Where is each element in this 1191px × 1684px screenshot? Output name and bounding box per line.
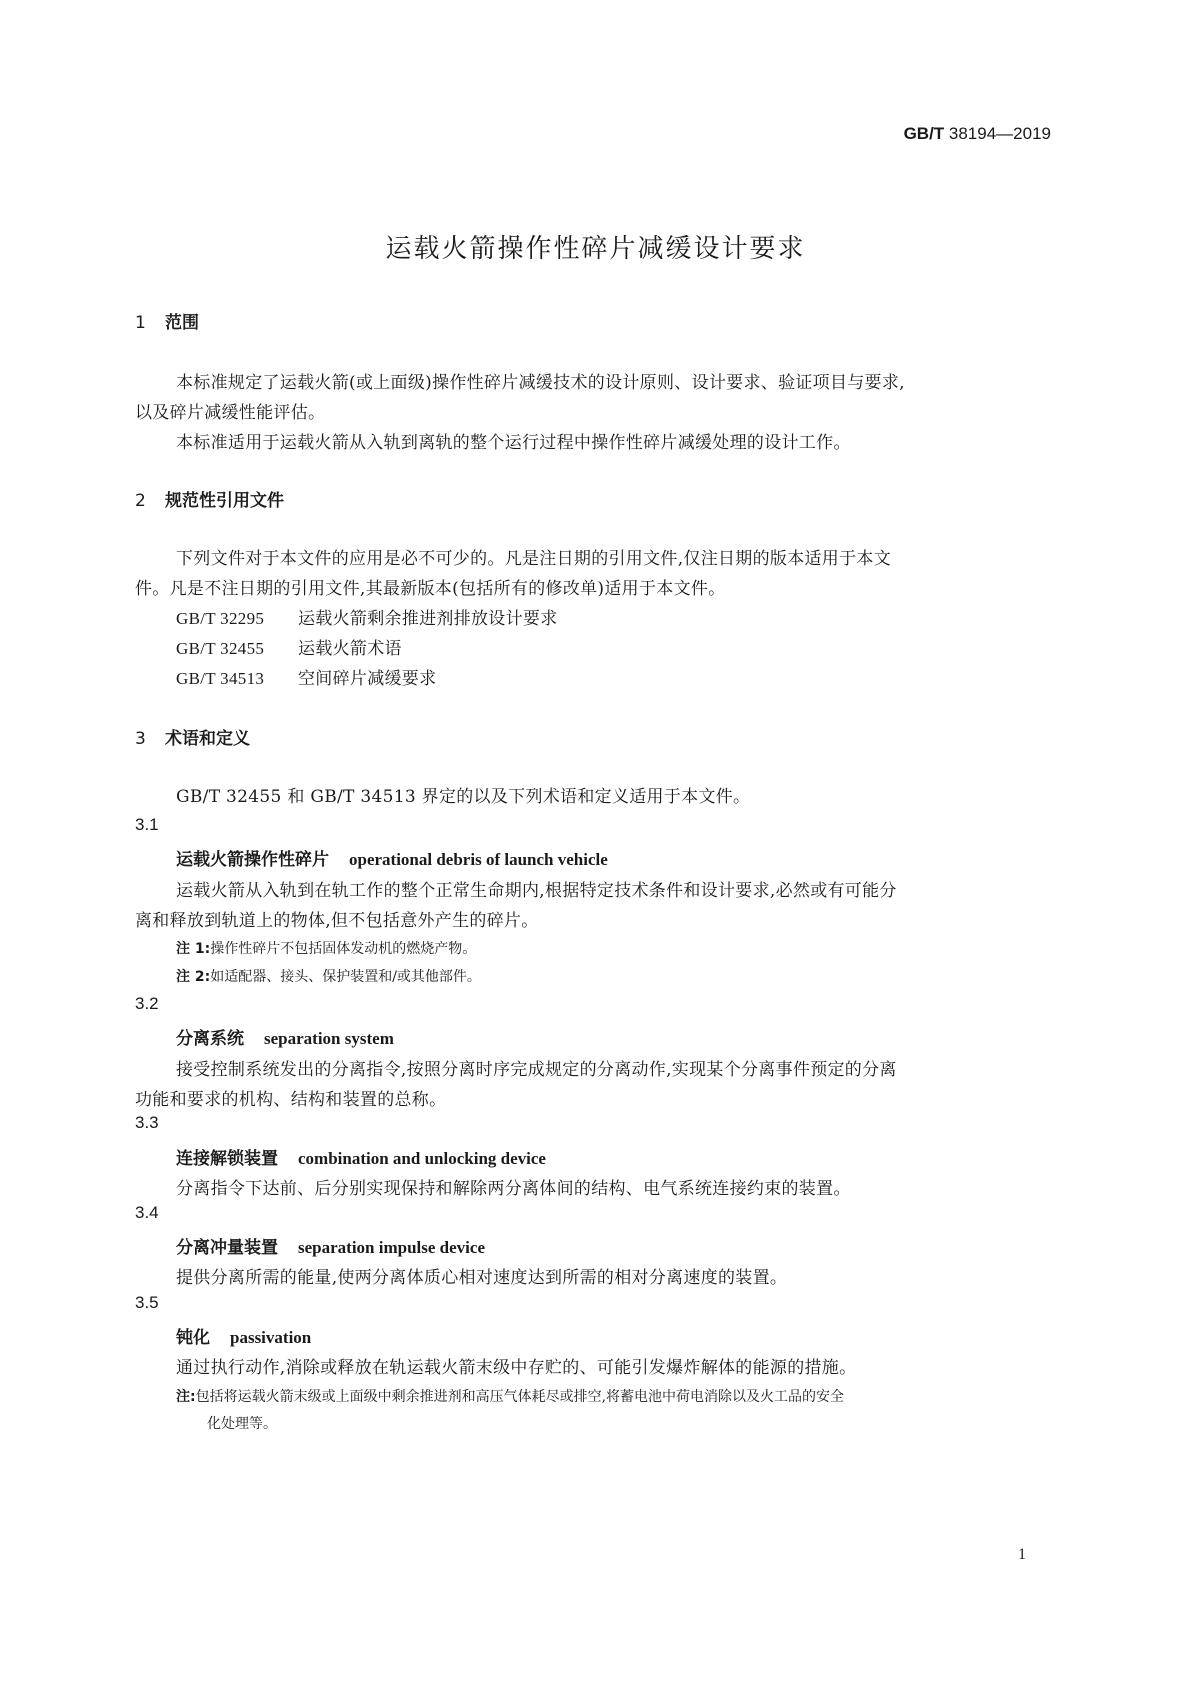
term-3-4-definition: 提供分离所需的能量,使两分离体质心相对速度达到所需的相对分离速度的装置。 [176,1268,788,1288]
term-3-4-number: 3.4 [135,1203,159,1222]
term-3-1-note-1: 注 1:操作性碎片不包括固体发动机的燃烧产物。 [176,941,477,957]
section-1-paragraph-2: 本标准适用于运载火箭从入轨到离轨的整个运行过程中操作性碎片减缓处理的设计工作。 [176,433,851,453]
section-2-paragraph-line-1: 下列文件对于本文件的应用是必不可少的。凡是注日期的引用文件,仅注日期的版本适用于本文 [176,549,892,569]
term-3-1-definition-line-2: 离和释放到轨道上的物体,但不包括意外产生的碎片。 [135,911,539,931]
term-3-5-number: 3.5 [135,1293,159,1312]
term-3-1-title: 运载火箭操作性碎片 operational debris of launch vehicle [176,850,608,870]
term-3-5-definition: 通过执行动作,消除或释放在轨运载火箭末级中存贮的、可能引发爆炸解体的能源的措施。 [176,1358,857,1378]
term-3-2-title: 分离系统 separation system [176,1029,394,1049]
term-3-5-note-line-2: 化处理等。 [207,1416,277,1432]
reference-item: GB/T 32455 运载火箭术语 [176,639,402,659]
term-3-4-title: 分离冲量装置 separation impulse device [176,1238,485,1258]
term-3-2-definition-line-2: 功能和要求的机构、结构和装置的总称。 [135,1090,447,1110]
term-3-3-number: 3.3 [135,1113,159,1132]
term-3-1-note-2: 注 2:如适配器、接头、保护装置和/或其他部件。 [176,969,481,985]
section-3-intro: GB/T 32455 和 GB/T 34513 界定的以及下列术语和定义适用于本文件。 [176,787,751,807]
page-title: 运载火箭操作性碎片减缓设计要求 [385,234,806,264]
reference-item: GB/T 34513 空间碎片减缓要求 [176,669,437,689]
section-1-heading: 1 范围 [135,313,199,333]
section-1-paragraph-1-line-1: 本标准规定了运载火箭(或上面级)操作性碎片减缓技术的设计原则、设计要求、验证项目与要求, [176,373,905,393]
standard-number: GB/T 38194—2019 [903,124,1051,143]
term-3-2-number: 3.2 [135,994,159,1013]
term-3-5-note-line-1: 注:包括将运载火箭末级或上面级中剩余推进剂和高压气体耗尽或排空,将蓄电池中荷电消除以及火工品的安全 [176,1389,845,1405]
section-1-paragraph-1-line-2: 以及碎片减缓性能评估。 [135,403,326,423]
term-3-2-definition-line-1: 接受控制系统发出的分离指令,按照分离时序完成规定的分离动作,实现某个分离事件预定的分离 [176,1060,897,1080]
term-3-1-number: 3.1 [135,815,159,834]
term-3-1-definition-line-1: 运载火箭从入轨到在轨工作的整个正常生命期内,根据特定技术条件和设计要求,必然或有可能分 [176,881,897,901]
section-2-heading: 2 规范性引用文件 [135,491,284,511]
term-3-5-title: 钝化 passivation [176,1328,312,1348]
section-3-heading: 3 术语和定义 [135,729,250,749]
page-number: 1 [1018,1546,1026,1563]
term-3-3-definition: 分离指令下达前、后分别实现保持和解除两分离体间的结构、电气系统连接约束的装置。 [176,1179,851,1199]
reference-item: GB/T 32295 运载火箭剩余推进剂排放设计要求 [176,609,558,629]
section-2-paragraph-line-2: 件。凡是不注日期的引用文件,其最新版本(包括所有的修改单)适用于本文件。 [135,579,726,599]
term-3-3-title: 连接解锁装置 combination and unlocking device [176,1149,546,1169]
